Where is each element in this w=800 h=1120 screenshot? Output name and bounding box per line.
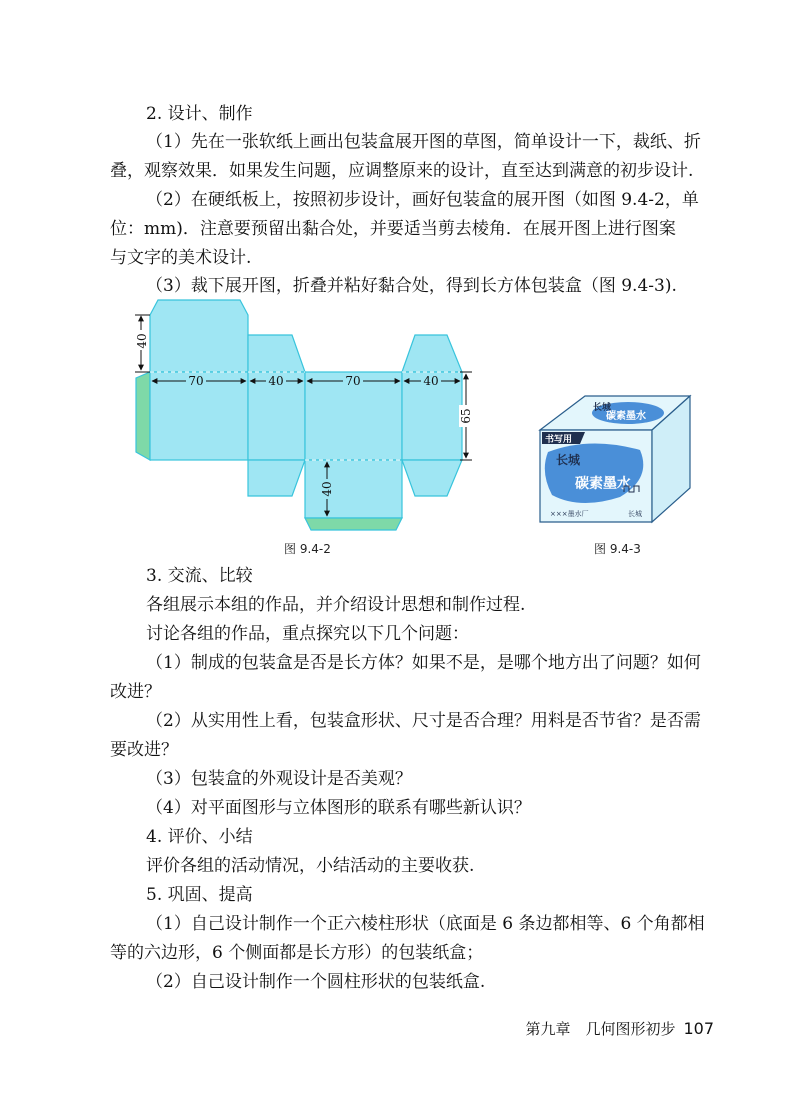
dim-70-a: 70 [188, 374, 204, 388]
section5-p2: （2）自己设计制作一个圆柱形状的包装纸盒. [146, 972, 486, 992]
box-badge-text: 书写用 [545, 435, 573, 445]
section5-heading: 5. 巩固、提高 [146, 885, 253, 905]
page-number: 107 [683, 1019, 714, 1038]
question2-line1: （2）从实用性上看，包装盒形状、尺寸是否合理？用料是否节省？是否需 [146, 711, 701, 731]
net-flap-d-top [402, 335, 462, 372]
section3-line1: 各组展示本组的作品，并介绍设计思想和制作过程. [146, 595, 526, 615]
net-glue-tab-bottom [305, 518, 402, 530]
section2-p1-line1: （1）先在一张软纸上画出包装盒展开图的草图，简单设计一下，裁纸、折 [146, 132, 701, 152]
page-footer [525, 1018, 714, 1039]
ink-box-figure [536, 392, 696, 526]
dim-40-b: 40 [423, 374, 439, 388]
question1-line2: 改进？ [110, 682, 161, 702]
question1-line1: （1）制成的包装盒是否是长方体？如果不是，是哪个地方出了问题？如何 [146, 653, 701, 673]
section3-line2: 讨论各组的作品，重点探究以下几个问题： [146, 624, 469, 644]
section2-p2-line1: （2）在硬纸板上，按照初步设计，画好包装盒的展开图（如图 9.4-2，单 [146, 190, 699, 210]
box-top-brand: 长城 [593, 403, 612, 413]
question3: （3）包装盒的外观设计是否美观？ [146, 769, 412, 789]
net-top-flap [150, 300, 248, 372]
question4: （4）对平面图形与立体图形的联系有哪些新认识？ [146, 798, 531, 818]
figure-9-4-3-caption: 图 9.4-3 [594, 542, 641, 556]
section2-p3: （3）裁下展开图，折叠并粘好黏合处，得到长方体包装盒（图 9.4-3). [146, 276, 677, 296]
chapter-title: 第九章 几何图形初步 [525, 1020, 676, 1038]
box-brand: 长城 [556, 453, 581, 467]
section5-p1-line1: （1）自己设计制作一个正六棱柱形状（底面是 6 条边都相等、6 个角都相 [146, 914, 705, 934]
section2-heading: 2. 设计、制作 [146, 104, 253, 124]
net-flap-d-bottom [402, 460, 462, 496]
section2-p2-line3: 与文字的美术设计. [110, 248, 252, 268]
dim-40-left: 40 [135, 333, 149, 349]
dim-65: 65 [459, 408, 473, 424]
box-bottom-brand: 长城 [628, 510, 642, 518]
section4-heading: 4. 评价、小结 [146, 827, 253, 847]
dim-40-a: 40 [268, 374, 284, 388]
net-glue-tab-left [136, 372, 150, 460]
figure-9-4-2-caption: 图 9.4-2 [284, 542, 331, 556]
question2-line2: 要改进？ [110, 740, 178, 760]
dim-40-bottom: 40 [320, 481, 334, 497]
net-flap-b-top [248, 335, 305, 372]
box-maker: ×××墨水厂 [550, 510, 589, 518]
section3-heading: 3. 交流、比较 [146, 566, 253, 586]
box-net-figure [128, 296, 478, 536]
net-flap-b-bottom [248, 460, 305, 496]
dim-70-b: 70 [345, 374, 361, 388]
box-product: 碳素墨水 [575, 476, 631, 492]
section4-line1: 评价各组的活动情况，小结活动的主要收获. [146, 856, 475, 876]
section5-p1-line2: 等的六边形，6 个侧面都是长方形）的包装纸盒； [110, 943, 484, 963]
section2-p1-line2: 叠，观察效果．如果发生问题，应调整原来的设计，直至达到满意的初步设计. [110, 161, 694, 181]
box-top-product: 碳素墨水 [606, 411, 646, 422]
section2-p2-line2: 位：mm)．注意要预留出黏合处，并要适当剪去棱角．在展开图上进行图案 [110, 219, 676, 239]
